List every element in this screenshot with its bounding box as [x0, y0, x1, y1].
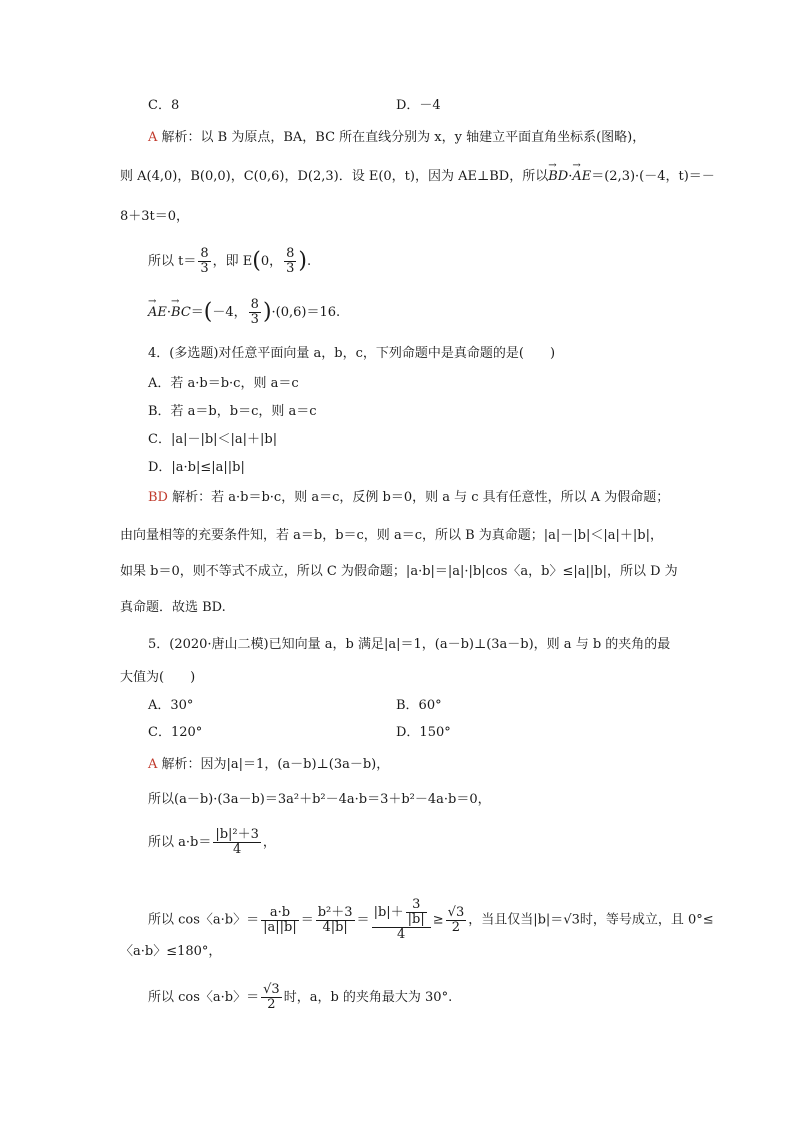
q5-solution-text-1: 解析：因为|a|＝1，(a－b)⊥(3a－b)， [161, 757, 390, 772]
left-paren-2: ( [203, 299, 213, 325]
vector-bc: → BC [171, 304, 191, 322]
fraction-denominator: 3 [250, 312, 259, 327]
q3-e-prefix: ，即 E [212, 254, 253, 269]
q5-option-a: A．30° [148, 698, 194, 713]
compound-numerator-text: |b|＋ [373, 905, 404, 920]
q3-e-x: 0， [260, 254, 283, 269]
q3-solution-line-3: 8＋3t＝0， [120, 209, 190, 224]
q4-option-b: B．若 a＝b，b＝c，则 a＝c [148, 404, 317, 419]
q5-option-b: B．60° [396, 698, 442, 713]
q3-solution-line-2: 则 A(4,0)，B(0,0)，C(0,6)，D(2,3)．设 E(0，t)，因为 AE⊥BD，所以→ BD·→ AE＝(2,3)·(－4，t)＝－ [120, 168, 715, 186]
q4-option-d: D．|a·b|≤|a||b| [148, 460, 245, 475]
fraction-numerator: a·b [261, 906, 299, 921]
q5-condition-tail: 时，等号成立，且 0°≤ [579, 912, 714, 928]
q5-condition: ，当且仅当|b|＝ [468, 912, 564, 928]
q4-solution-line-1 [148, 489, 669, 507]
q3-t-prefix: 所以 t＝ [148, 254, 197, 269]
q5-option-c: C．120° [148, 725, 203, 740]
q3-solution-text-2-tail: ＝(2,3)·(－4，t)＝－ [591, 169, 715, 184]
q5-solution-line-3 [148, 828, 276, 857]
fraction-b2-plus-3-over-4b [316, 906, 355, 935]
vector-bd: → BD [548, 168, 568, 186]
fraction-numerator: 8 [286, 246, 295, 261]
q3-solution-text-2: 则 A(4,0)，B(0,0)，C(0,6)，D(2,3)．设 E(0，t)，因为 AE⊥BD，所以 [120, 169, 549, 184]
fraction-denominator: 3 [286, 261, 295, 276]
q5-stem-line-2: 大值为( ) [120, 670, 196, 685]
q3-answer: A [148, 130, 158, 145]
q5-solution-line-5: 〈a·b〉≤180°， [120, 944, 222, 959]
q4-answer: BD [148, 490, 168, 505]
q3-solution-text-1: 解析：以 B 为原点，BA，BC 所在直线分别为 x，y 轴建立平面直角坐标系(图略)， [161, 130, 646, 145]
fraction-numerator: 3 [406, 898, 427, 913]
q5-answer: A [148, 757, 158, 772]
fraction-numerator: √3 [263, 982, 280, 997]
q5-comma: ， [262, 835, 276, 850]
fraction-numerator: b²＋3 [317, 904, 353, 920]
fraction-compound [372, 898, 431, 942]
fraction-numerator: √3 [447, 904, 465, 920]
fraction-denominator: 3 [200, 261, 209, 276]
fraction-denominator: |b| [407, 912, 425, 927]
fraction-numerator: |b|²＋3 [215, 827, 259, 842]
q5-final-text: 时，a，b 的夹角最大为 30°. [283, 990, 453, 1005]
fraction-3-over-b [406, 898, 427, 927]
fraction-sqrt3-over-2-final [261, 983, 282, 1012]
fraction-numerator: 8 [200, 246, 209, 261]
q4-solution-line-2: 由向量相等的充要条件知，若 a＝b，b＝c，则 a＝c，所以 B 为真命题；|a|－|b|＜|a|＋|b|， [120, 528, 663, 543]
fraction-denominator: |a||b| [263, 919, 297, 935]
q5-final-prefix: 所以 cos〈a·b〉＝ [148, 990, 260, 1005]
fraction-8-3-b [284, 247, 296, 276]
fraction-b2-plus-3-over-4 [213, 828, 261, 857]
fraction-numerator: 8 [250, 297, 259, 312]
q3-equals: ＝ [190, 305, 204, 320]
q3-solution-line-5: → AE·→ BC＝(－4， $\frac{8}{3}$ )·(0,6)＝16. [148, 298, 340, 327]
q3-result: ·(0,6)＝16. [271, 305, 341, 320]
fraction-sqrt3-over-2 [446, 906, 467, 935]
q5-cos-prefix: 所以 cos〈a·b〉＝ [148, 912, 260, 928]
q3-neg4: －4， [212, 305, 247, 320]
q5-option-d: D．150° [396, 725, 451, 740]
q3-option-d: D．－4 [396, 98, 441, 113]
fraction-8-3-c [249, 298, 261, 327]
left-paren: ( [252, 248, 261, 274]
q3-period: . [307, 254, 312, 269]
q4-solution-line-4: 真命题．故选 BD. [120, 600, 226, 615]
q5-solution-line-4: 所以 cos〈a·b〉＝ $\frac{a\cdot b}{|a||b|}$ ＝ $\frac{\text{b²＋3}}{4|b|}$ ＝ |b|＋ $\frac{3}{|b|}$ 4 ≥ $\frac{√3}{2}$ ，当且仅当|b|＝√3时，等号成立，且 0°≤ [148, 897, 714, 942]
q4-stem: 4．(多选题)对任意平面向量 a，b，c，下列命题中是真命题的是( ) [148, 346, 556, 361]
fraction-ab-over-norms [261, 906, 299, 935]
q5-stem-line-1: 5．(2020·唐山二模)已知向量 a，b 满足|a|＝1，(a－b)⊥(3a－b)，则 a 与 b 的夹角的最 [148, 637, 671, 652]
q3-solution-line-1 [148, 129, 645, 147]
q5-solution-line-1 [148, 756, 389, 774]
fraction-denominator: 4 [232, 842, 242, 857]
fraction-denominator: 4 [397, 927, 406, 942]
q3-option-c: C．8 [148, 98, 180, 113]
q5-solution-line-2: 所以(a－b)·(3a－b)＝3a²＋b²－4a·b＝3＋b²－4a·b＝0， [148, 792, 491, 807]
sqrt3-value: √3 [563, 912, 580, 928]
vector-ae-2: → AE [148, 304, 167, 322]
q5-solution-line-6 [148, 983, 452, 1012]
right-paren-2: ) [262, 299, 272, 325]
fraction-denominator: 2 [267, 997, 276, 1012]
fraction-numerator [372, 898, 431, 928]
vector-ae: → AE [572, 168, 591, 186]
q4-solution-line-3: 如果 b＝0，则不等式不成立，所以 C 为假命题；|a·b|＝|a|·|b|cos〈a，b〉≤|a||b|，所以 D 为 [120, 564, 678, 579]
q4-option-c: C．|a|－|b|＜|a|＋|b| [148, 432, 278, 447]
fraction-denominator: 4|b| [322, 919, 348, 935]
fraction-denominator: 2 [451, 919, 461, 935]
fraction-8-3 [198, 247, 210, 276]
q5-ab-prefix: 所以 a·b＝ [148, 835, 212, 850]
q4-option-a: A．若 a·b＝b·c，则 a＝c [148, 376, 299, 391]
q3-solution-line-4 [148, 247, 311, 276]
geq-sign: ≥ [432, 912, 444, 928]
q4-solution-text-1: 解析：若 a·b＝b·c，则 a＝c，反例 b＝0，则 a 与 c 具有任意性，所以 A 为假命题； [172, 490, 670, 505]
right-paren: ) [298, 248, 308, 274]
